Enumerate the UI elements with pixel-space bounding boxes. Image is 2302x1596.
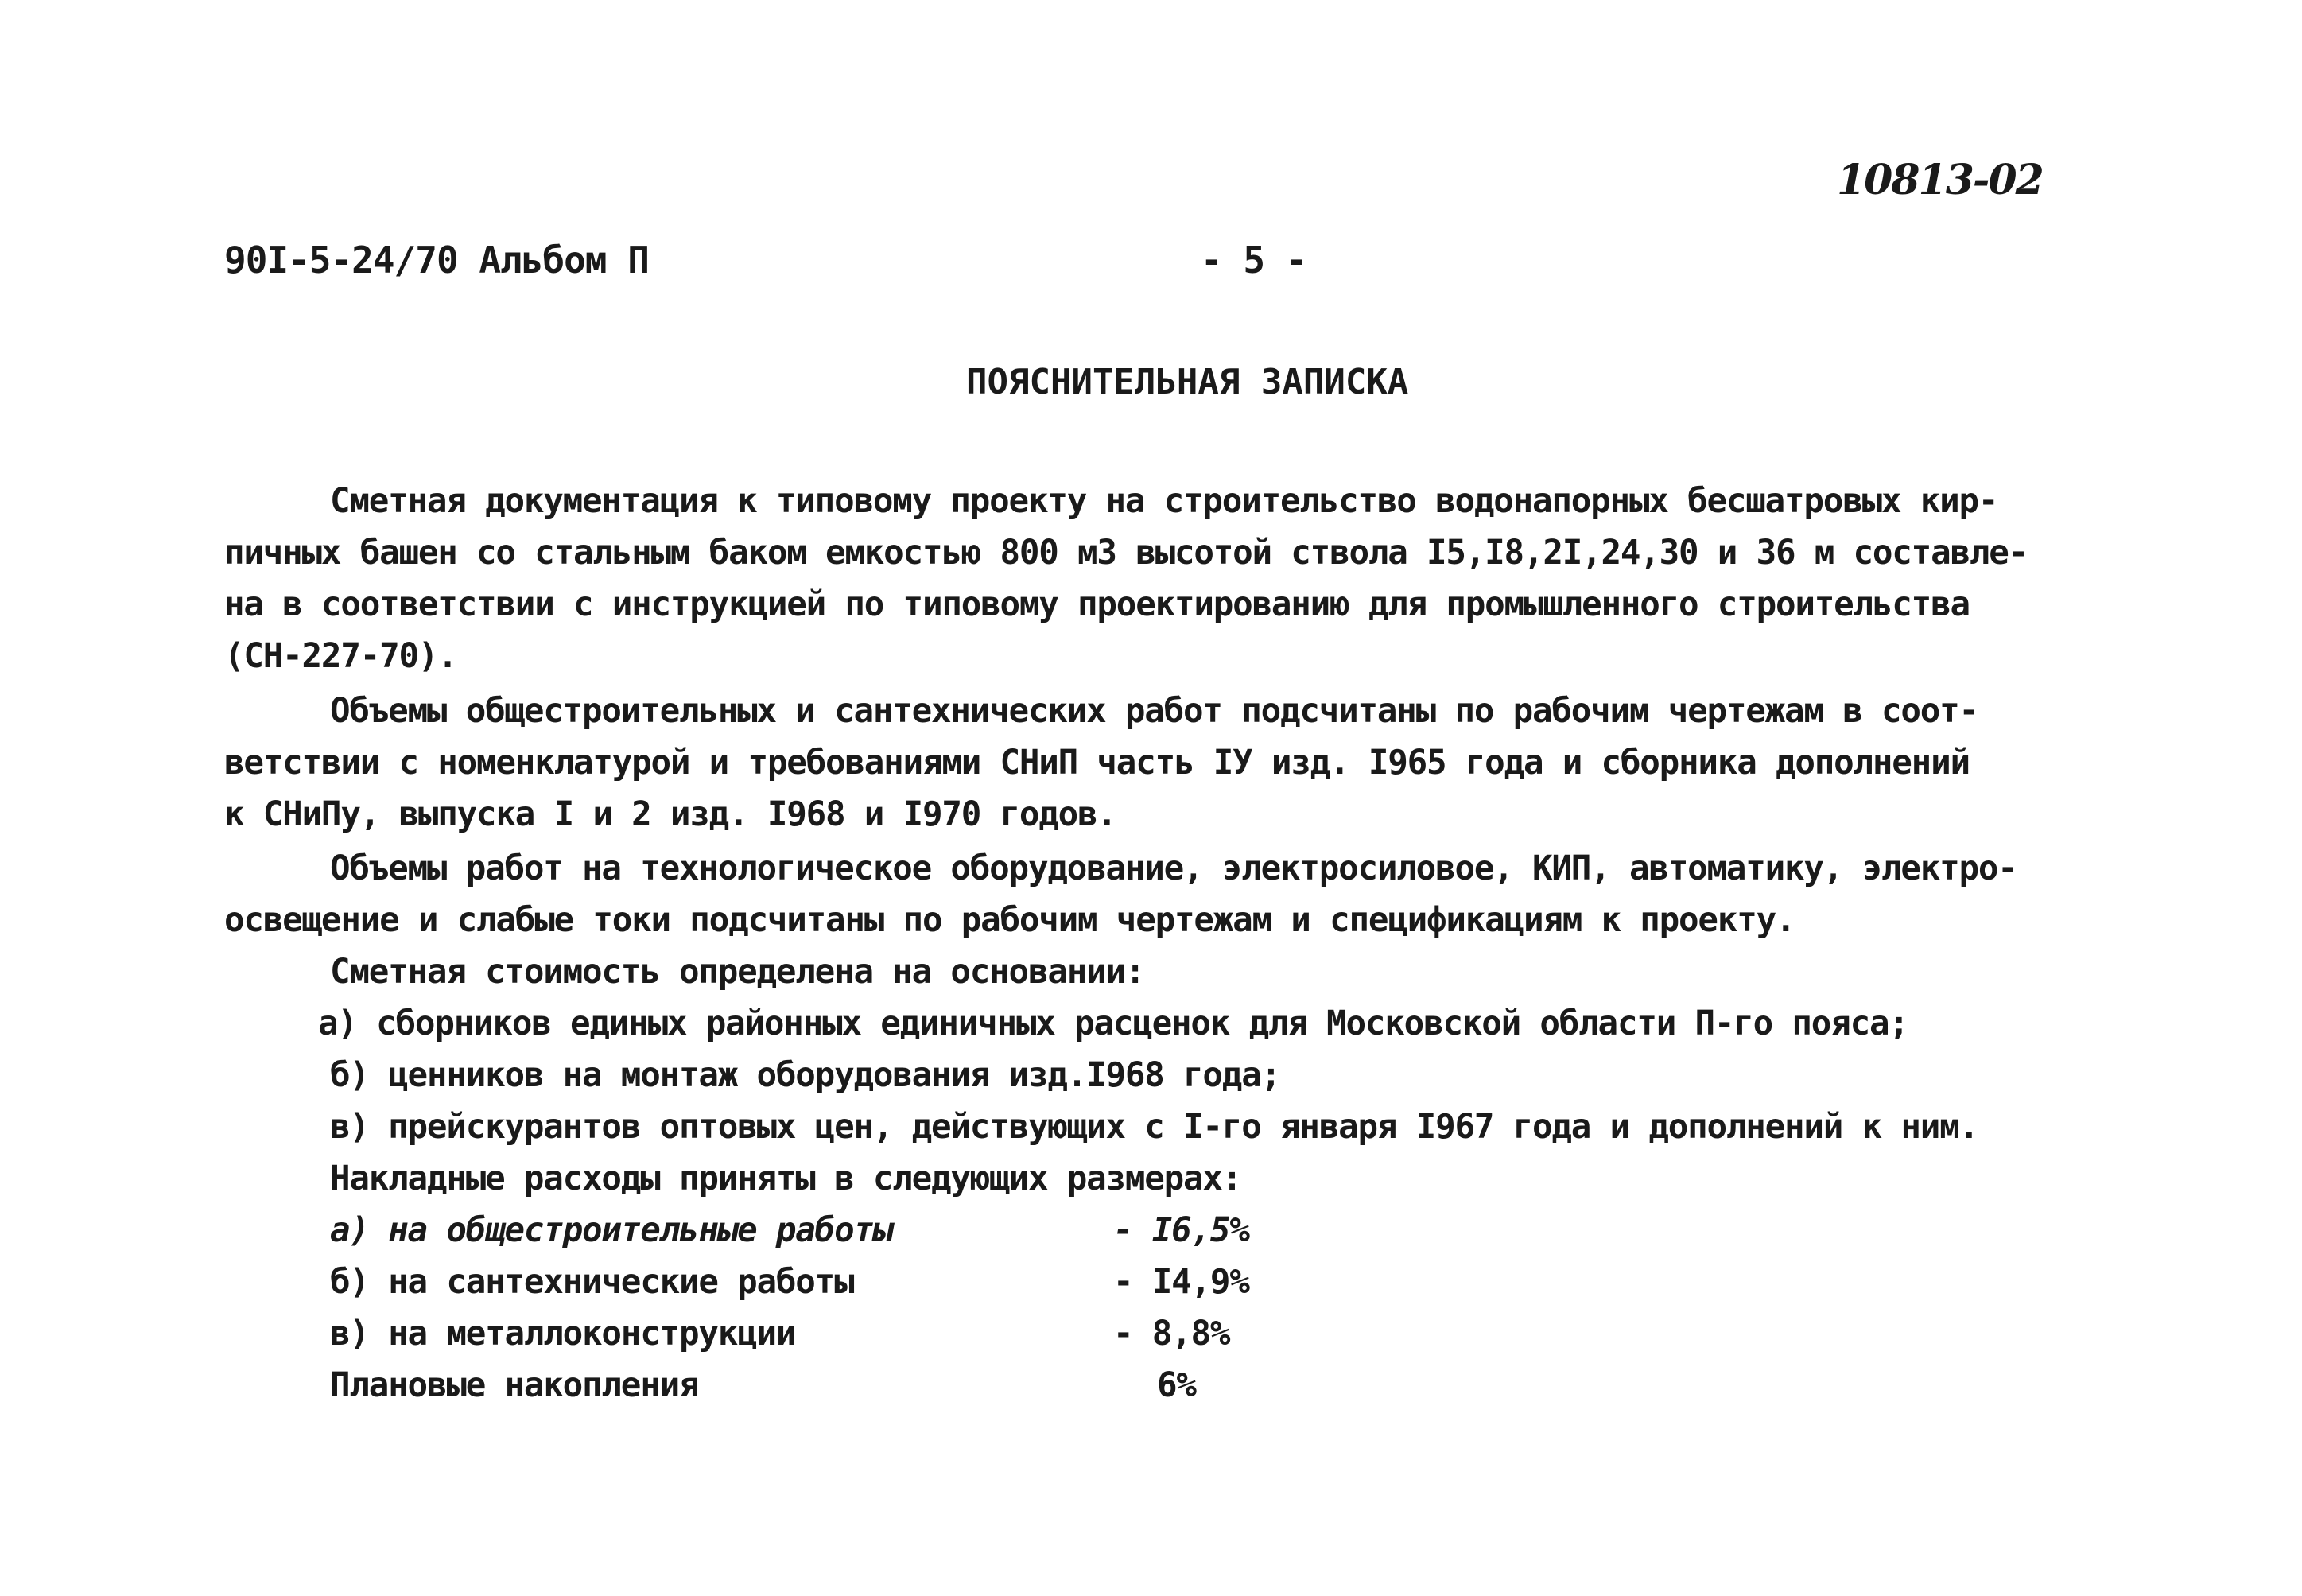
paragraph4-intro: Сметная стоимость определена на основании: [330,953,1145,992]
paragraph2-line2: ветствии с номенклатурой и требованиями СНиП часть IУ изд. I965 года и сборника дополнений [224,744,1970,782]
paragraph1-line2: пичных башен со стальным баком емкостью 800 м3 высотой ствола I5,I8,2I,24,30 и 36 м составле- [224,534,2028,573]
overhead-row-label: б) на сантехнические работы [330,1263,854,1302]
paragraph4-item-a: а) сборников единых районных единичных расценок для Московской области П-го пояса; [318,1004,1908,1043]
page-title: ПОЯСНИТЕЛЬНАЯ ЗАПИСКА [966,362,1409,402]
paragraph4-item-b: б) ценников на монтаж оборудования изд.I968 года; [330,1056,1280,1095]
overheads-intro: Накладные расходы приняты в следующих размерах: [330,1159,1242,1198]
planned-savings-label: Плановые накопления [330,1366,699,1405]
paragraph1-line1: Сметная документация к типовому проекту на строительство водонапорных бесшатровых кир- [330,482,1998,521]
paragraph1-line3: на в соответствии с инструкцией по типовому проектированию для промышленного строительства [224,585,1970,624]
overhead-row-value: - I4,9% [1113,1263,1249,1302]
overhead-row-value: - 8,8% [1113,1314,1230,1353]
overhead-row-value: - I6,5% [1113,1211,1249,1250]
overhead-row-label: а) на общестроительные работы [330,1211,893,1250]
paragraph2-line1: Объемы общестроительных и сантехнических работ подсчитаны по рабочим чертежам в соот- [330,692,1978,731]
paragraph3-line1: Объемы работ на технологическое оборудование, электросиловое, КИП, автоматику, электро- [330,849,2017,888]
paragraph4-item-c: в) прейскурантов оптовых цен, действующих с I-го января I967 года и дополнений к ним. [330,1108,1978,1147]
paragraph1-line4: (СН-227-70). [224,637,457,676]
document-code: 90I-5-24/70 Альбом П [224,239,649,282]
planned-savings-value: 6% [1157,1366,1196,1405]
paragraph3-line2: освещение и слабые токи подсчитаны по рабочим чертежам и спецификациям к проекту. [224,901,1795,940]
paragraph2-line3: к СНиПу, выпуска I и 2 изд. I968 и I970 годов. [224,795,1116,834]
overhead-row-label: в) на металлоконструкции [330,1314,796,1353]
handwritten-document-number: 10813-02 [1837,156,2043,204]
page-number: - 5 - [1201,239,1307,282]
